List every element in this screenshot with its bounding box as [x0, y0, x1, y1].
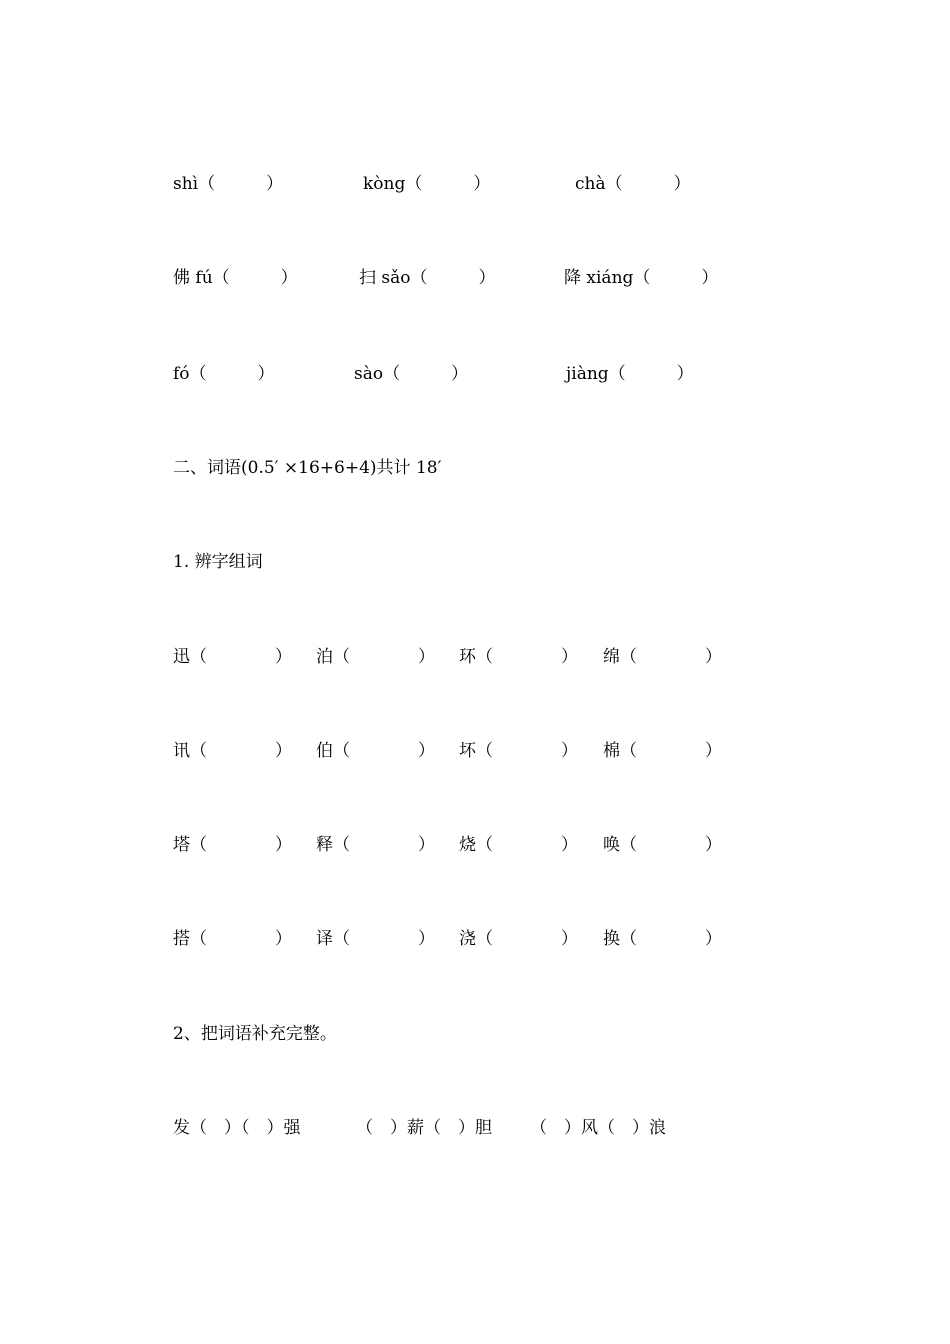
idiom-item: （ ）风（ ）浪	[530, 1118, 666, 1138]
pinyin-item: sào（ ）	[354, 364, 469, 384]
word-item: 讯（ ）	[173, 741, 292, 761]
word-item: 换（ ）	[603, 929, 722, 949]
word-item: 迅（ ）	[173, 647, 292, 667]
word-item: 搭（ ）	[173, 929, 292, 949]
pinyin-item: chà（ ）	[575, 174, 691, 194]
word-item: 绵（ ）	[603, 647, 722, 667]
word-row-3	[0, 833, 722, 857]
word-row-4	[0, 927, 722, 951]
word-item: 棉（ ）	[603, 741, 722, 761]
word-item: 塔（ ）	[173, 835, 292, 855]
idiom-item: （ ）薪（ ）胆	[356, 1118, 492, 1138]
word-item: 坏（ ）	[459, 741, 578, 761]
pinyin-item: 佛 fú（ ）	[173, 268, 298, 288]
pinyin-item: jiàng（ ）	[566, 364, 694, 384]
word-row-1	[0, 645, 722, 669]
word-item: 伯（ ）	[316, 741, 435, 761]
word-row-2	[0, 739, 722, 763]
idiom-fill-row	[0, 1116, 666, 1140]
word-item: 环（ ）	[459, 647, 578, 667]
subsection-2-title: 2、把词语补充完整。	[173, 1024, 337, 1044]
word-item: 唤（ ）	[603, 835, 722, 855]
section-2-title: 二、词语(0.5′ ×16+6+4)共计 18′	[173, 458, 442, 478]
pinyin-item: fó（ ）	[173, 364, 275, 384]
word-item: 泊（ ）	[316, 647, 435, 667]
pinyin-row-2	[0, 266, 719, 290]
pinyin-row-3	[0, 362, 694, 386]
idiom-item: 发（ ）（ ）强	[173, 1118, 301, 1138]
pinyin-item: shì（ ）	[173, 174, 284, 194]
word-item: 烧（ ）	[459, 835, 578, 855]
pinyin-item: 降 xiáng（ ）	[564, 268, 719, 288]
subsection-1-title: 1. 辨字组词	[173, 552, 263, 572]
word-item: 浇（ ）	[459, 929, 578, 949]
word-item: 释（ ）	[316, 835, 435, 855]
word-item: 译（ ）	[316, 929, 435, 949]
pinyin-item: kòng（ ）	[363, 174, 491, 194]
pinyin-item: 扫 sǎo（ ）	[359, 268, 496, 288]
pinyin-row-1	[0, 172, 691, 196]
